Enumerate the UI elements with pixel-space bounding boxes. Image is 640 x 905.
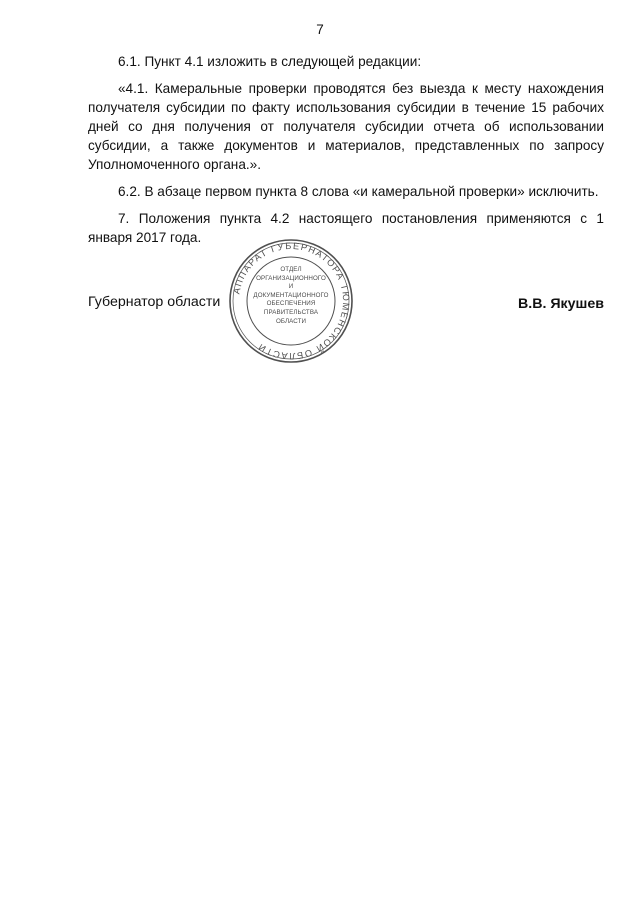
paragraph-4-1-quote: «4.1. Камеральные проверки проводятся без выезда к месту нахождения получателя субсидии по факту использования субсидии в течение 15 рабочих дней со дня получения от получателя субсидии отчета об использовании субсидии, а также документов и материалов, представленных по запросу Уполномоченного органа.». [88,81,604,172]
signature-block [88,291,604,318]
signer-name: В.В. Якушев [518,296,604,312]
seal-line: ПРАВИТЕЛЬСТВА [263,308,319,316]
seal-ring-text: АППАРАТ ГУБЕРНАТОРА ТЮМЕНСКОЙ ОБЛАСТИ [231,240,352,362]
seal-line: ОРГАНИЗАЦИОННОГО [256,274,326,282]
document-body [88,52,604,255]
paragraph-6-1: 6.1. Пункт 4.1 изложить в следующей редакции: [118,54,422,69]
seal-line: И [288,283,294,291]
page-number: 7 [316,22,324,37]
seal-line: ДОКУМЕНТАЦИОННОГО [253,291,329,299]
seal-line: ОБЕСПЕЧЕНИЯ [266,300,316,308]
seal-line: ОТДЕЛ [280,266,302,273]
paragraph-7: 7. Положения пункта 4.2 настоящего постановления применяются с 1 января 2017 года. [88,211,604,245]
signer-title: Губернатор области [88,294,221,310]
seal-line: ОБЛАСТИ [275,317,307,325]
paragraph-6-2: 6.2. В абзаце первом пункта 8 слова «и камеральной проверки» исключить. [118,184,599,199]
